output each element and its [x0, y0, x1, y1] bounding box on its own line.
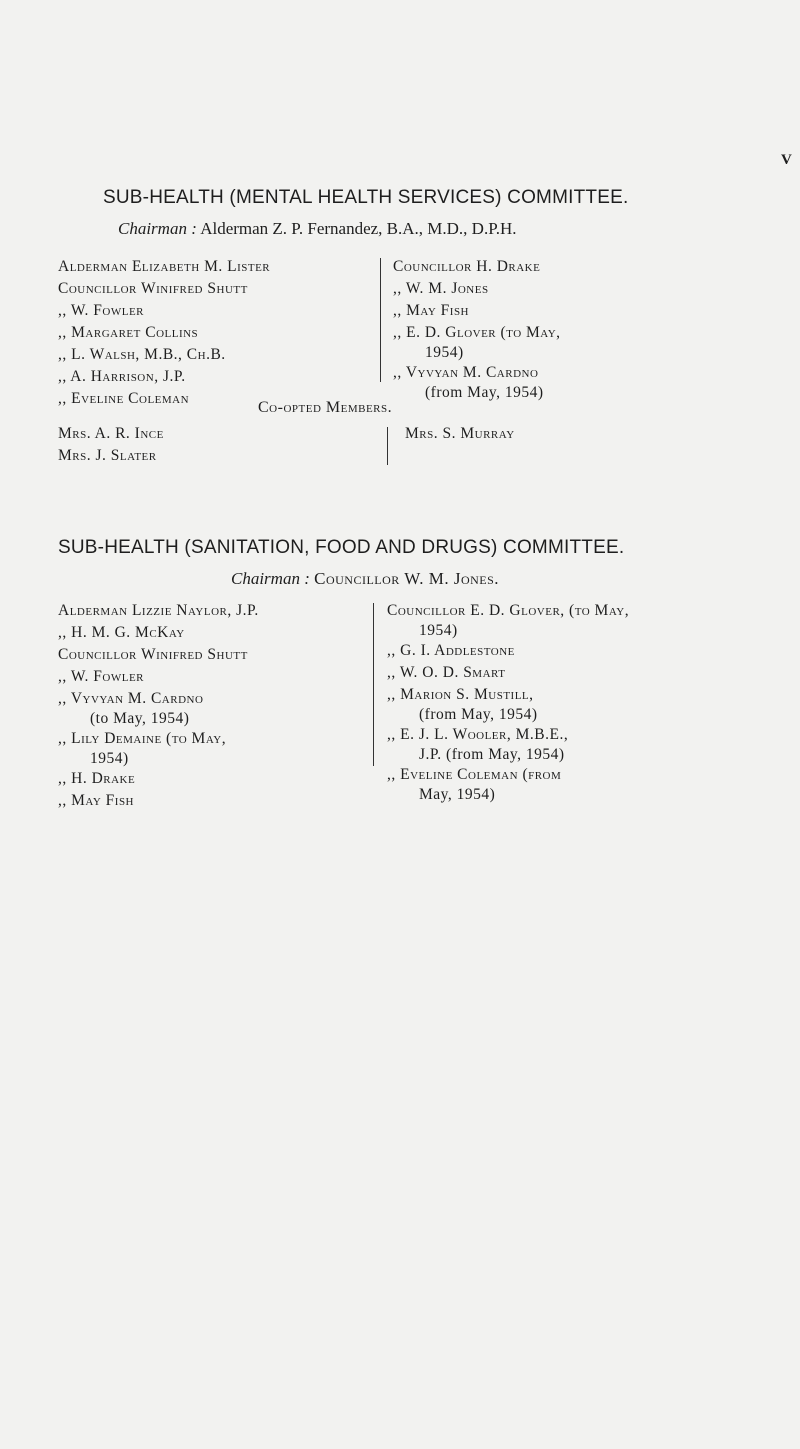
- member-name: ,, H. Drake: [58, 770, 136, 787]
- coopted-right-column: [405, 423, 515, 445]
- page-number: V: [781, 152, 792, 168]
- member-name: ,, E. J. L. Wooler, M.B.E.,: [387, 726, 569, 743]
- member-name: ,, Margaret Collins: [58, 324, 199, 341]
- chairman-label: Chairman :: [231, 569, 310, 588]
- chairman-line: [0, 219, 800, 239]
- member-name: ,, Vyvyan M. Cardno: [393, 364, 539, 381]
- member-name: ,, W. M. Jones: [393, 280, 489, 297]
- members-left-column: [58, 256, 270, 410]
- coopted-member: Mrs. J. Slater: [58, 447, 157, 464]
- member-name: Alderman Elizabeth M. Lister: [58, 258, 271, 275]
- member-name-continued: May, 1954): [419, 786, 496, 803]
- member-name-continued: 1954): [425, 344, 464, 361]
- member-name-continued: (from May, 1954): [419, 706, 538, 723]
- member-name: ,, A. Harrison, J.P.: [58, 368, 186, 385]
- member-name: ,, Eveline Coleman (from: [387, 766, 562, 783]
- coopted-left-column: [58, 423, 164, 467]
- member-name: ,, May Fish: [393, 302, 470, 319]
- member-name: ,, H. M. G. McKay: [58, 624, 185, 641]
- coopted-member: Mrs. S. Murray: [405, 425, 515, 442]
- member-name: ,, G. I. Addlestone: [387, 642, 515, 659]
- member-name: Alderman Lizzie Naylor, J.P.: [58, 602, 259, 619]
- column-divider: [387, 427, 388, 465]
- committee-title: SUB-HEALTH (SANITATION, FOOD AND DRUGS) COMMITTEE.: [58, 537, 625, 558]
- member-name: ,, W. Fowler: [58, 302, 145, 319]
- member-name: Councillor Winifred Shutt: [58, 280, 248, 297]
- committee-mental-health: [0, 187, 800, 239]
- member-name: ,, W. O. D. Smart: [387, 664, 506, 681]
- member-name: ,, May Fish: [58, 792, 135, 809]
- committee-title: SUB-HEALTH (MENTAL HEALTH SERVICES) COMMITTEE.: [103, 187, 629, 208]
- member-name-continued: (to May, 1954): [90, 710, 190, 727]
- member-name: ,, W. Fowler: [58, 668, 145, 685]
- member-name: ,, E. D. Glover (to May,: [393, 324, 561, 341]
- coopted-member: Mrs. A. R. Ince: [58, 425, 164, 442]
- member-name: Councillor H. Drake: [393, 258, 541, 275]
- members-right-column: [387, 600, 629, 804]
- column-divider: [373, 603, 374, 766]
- member-name-continued: 1954): [90, 750, 129, 767]
- member-name: Councillor E. D. Glover, (to May,: [387, 602, 630, 619]
- chairman-label: Chairman :: [118, 219, 197, 238]
- member-name: ,, Eveline Coleman: [58, 390, 190, 407]
- coopted-heading: Co-opted Members.: [258, 399, 393, 416]
- member-name: ,, Marion S. Mustill,: [387, 686, 534, 703]
- member-name-continued: J.P. (from May, 1954): [419, 746, 565, 763]
- member-name-continued: (from May, 1954): [425, 384, 544, 401]
- chairman-line: [0, 569, 800, 589]
- committee-sanitation: [0, 537, 800, 589]
- column-divider: [380, 258, 381, 382]
- chairman-name: Councillor W. M. Jones.: [314, 569, 500, 588]
- members-left-column: [58, 600, 259, 812]
- member-name: ,, L. Walsh, M.B., Ch.B.: [58, 346, 226, 363]
- members-right-column: [393, 256, 561, 402]
- chairman-name: Alderman Z. P. Fernandez, B.A., M.D., D.P.H.: [200, 219, 517, 238]
- member-name: ,, Lily Demaine (to May,: [58, 730, 227, 747]
- member-name: ,, Vyvyan M. Cardno: [58, 690, 204, 707]
- member-name-continued: 1954): [419, 622, 458, 639]
- member-name: Councillor Winifred Shutt: [58, 646, 248, 663]
